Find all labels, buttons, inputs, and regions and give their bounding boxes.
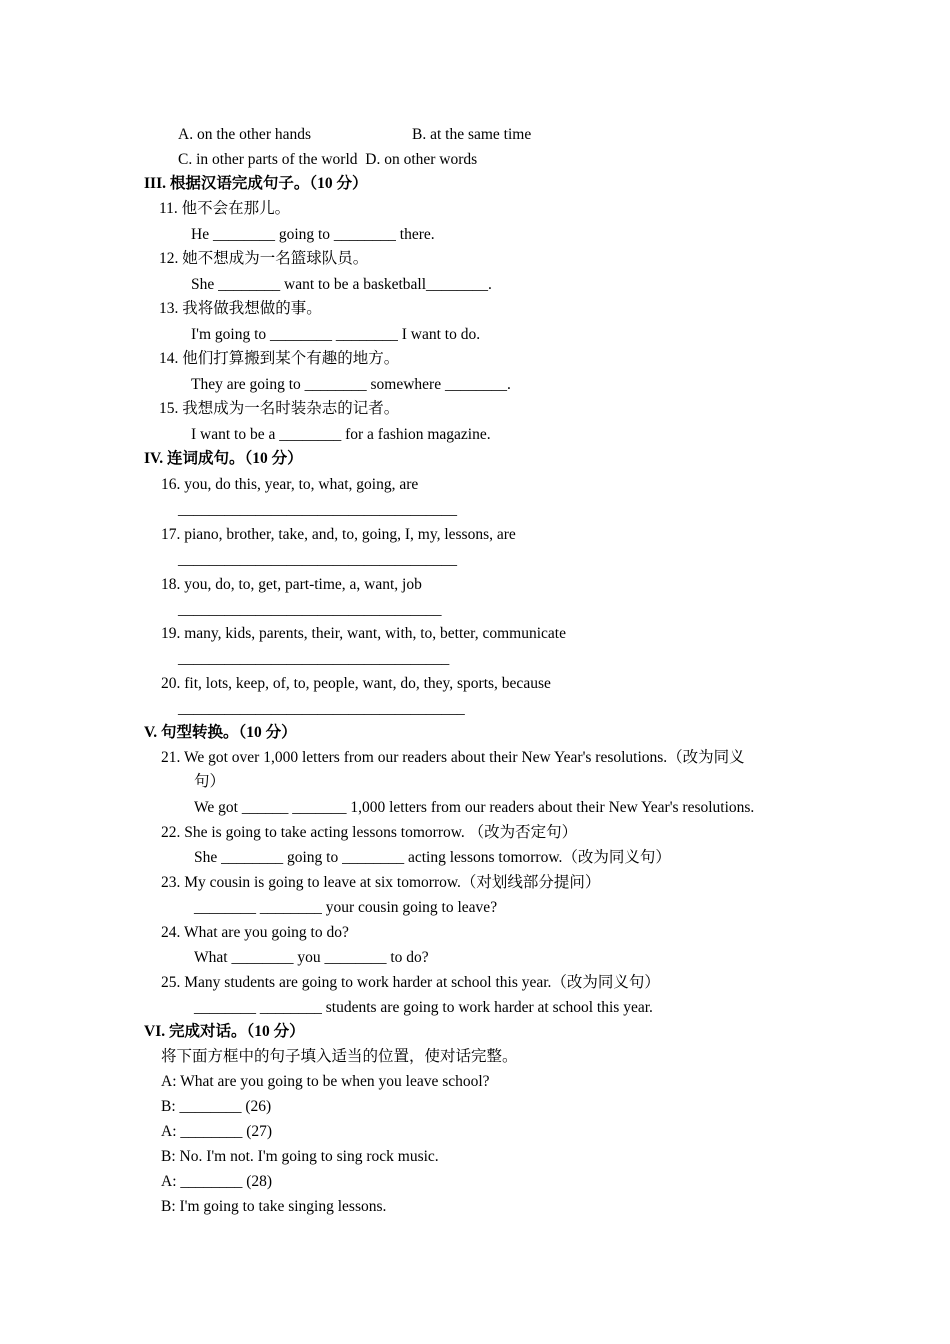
text-line: A: ________ (28): [161, 1173, 273, 1190]
text-line: 16. you, do this, year, to, what, going, are: [161, 476, 419, 493]
text-line: 18. you, do, to, get, part-time, a, want, job: [161, 576, 422, 593]
text-line: A: What are you going to be when you leave school?: [161, 1073, 490, 1090]
text-line: B. at the same time: [412, 126, 532, 143]
text-line: She ________ want to be a basketball________.: [191, 276, 492, 293]
text-line: We got ______ _______ 1,000 letters from our readers about their New Year's resolutions.: [194, 799, 755, 816]
text-line: 14. 他们打算搬到某个有趣的地方。: [159, 350, 400, 367]
text-line: 24. What are you going to do?: [161, 924, 349, 941]
text-line: ____________________________________: [178, 551, 457, 568]
text-line: __________________________________: [178, 601, 442, 618]
text-line: 19. many, kids, parents, their, want, with, to, better, communicate: [161, 625, 566, 642]
text-line: ________ ________ students are going to work harder at school this year.: [194, 999, 653, 1016]
text-line: 将下面方框中的句子填入适当的位置，使对话完整。: [161, 1048, 518, 1065]
text-line: 22. She is going to take acting lessons tomorrow. （改为否定句）: [161, 824, 578, 841]
text-line: ___________________________________: [178, 650, 450, 667]
text-line: B: No. I'm not. I'm going to sing rock music.: [161, 1148, 439, 1165]
section-heading: V. 句型转换。（10 分）: [144, 724, 297, 741]
text-line: 句）: [194, 773, 226, 790]
text-line: 12. 她不想成为一名篮球队员。: [159, 250, 369, 267]
section-heading: IV. 连词成句。（10 分）: [144, 450, 303, 467]
text-line: 23. My cousin is going to leave at six tomorrow.（对划线部分提问）: [161, 874, 601, 891]
text-line: I want to be a ________ for a fashion magazine.: [191, 426, 491, 443]
section-heading: VI. 完成对话。（10 分）: [144, 1023, 305, 1040]
text-line: He ________ going to ________ there.: [191, 226, 435, 243]
text-line: 13. 我将做我想做的事。: [159, 300, 322, 317]
text-line: 25. Many students are going to work harder at school this year.（改为同义句）: [161, 974, 660, 991]
text-line: A: ________ (27): [161, 1123, 273, 1140]
text-line: 17. piano, brother, take, and, to, going, I, my, lessons, are: [161, 526, 516, 543]
text-line: They are going to ________ somewhere ________.: [191, 376, 511, 393]
text-line: 15. 我想成为一名时装杂志的记者。: [159, 400, 400, 417]
section-heading: III. 根据汉语完成句子。（10 分）: [144, 175, 368, 192]
text-line: C. in other parts of the world D. on other words: [178, 151, 478, 168]
text-line: ________ ________ your cousin going to leave?: [194, 899, 498, 916]
text-line: She ________ going to ________ acting lessons tomorrow.（改为同义句）: [194, 849, 671, 866]
text-line: I'm going to ________ ________ I want to do.: [191, 326, 481, 343]
text-line: B: I'm going to take singing lessons.: [161, 1198, 387, 1215]
text-line: 11. 他不会在那儿。: [159, 200, 291, 217]
text-line: What ________ you ________ to do?: [194, 949, 429, 966]
text-line: B: ________ (26): [161, 1098, 272, 1115]
text-line: 21. We got over 1,000 letters from our readers about their New Year's resolutions.（改为同义: [161, 749, 745, 766]
text-line: ____________________________________: [178, 501, 457, 518]
text-line: A. on the other hands: [178, 126, 312, 143]
text-line: 20. fit, lots, keep, of, to, people, want, do, they, sports, because: [161, 675, 551, 692]
text-line: _____________________________________: [178, 700, 465, 717]
